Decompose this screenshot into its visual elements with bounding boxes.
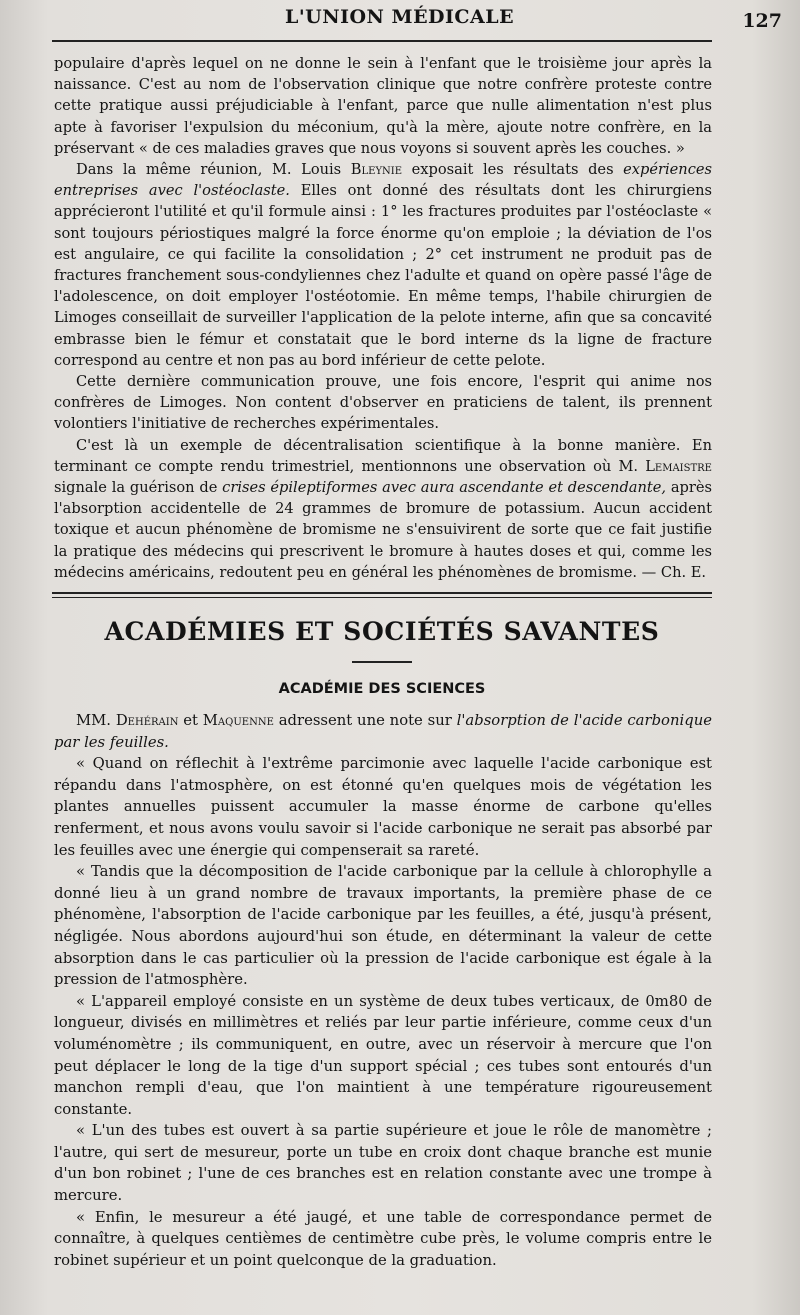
author-name: Bleynie bbox=[350, 161, 403, 179]
header-rule bbox=[52, 40, 712, 42]
subsection-title: ACADÉMIE DES SCIENCES bbox=[278, 681, 486, 697]
journal-title: L'UNION MÉDICALE bbox=[285, 6, 515, 28]
italic-title: crises épileptiformes avec aura ascendante et descendante, bbox=[222, 479, 667, 497]
paragraph: « L'appareil employé consiste en un système de deux tubes verticaux, de 0m80 de longueur, divisés en millimètres et reliés par leur partie inférieure, comme ceux d'un voluménomètre ; ils communiquent, en outre, avec un réservoir à mercure que l'on peut déplacer le long de la tige d'un support spécial ; ces tubes sont entourés d'un manchon rempli d'eau, que l'on maintient à une température rigoureusement constante. bbox=[54, 992, 712, 1118]
title-underline bbox=[352, 661, 412, 663]
paragraph: MM. Dehérain et Maquenne adressent une note sur l'absorption de l'acide carbonique par les feuilles. bbox=[54, 712, 712, 751]
author-name: Lemaistre bbox=[645, 457, 712, 475]
paragraph: Dans la même réunion, M. Louis Bleynie exposait les résultats des expériences entreprises avec l'ostéoclaste. Elles ont donné des résultats dont les chirurgiens apprécieront l'utilité et qu'il formule ainsi : 1° les fractures produites par l'ostéoclaste « sont toujours périostiques malgré la force énorme qu'on emploie ; la déviation de l'os est angulaire, ce qui facilite la consolidation ; 2° cet instrument ne produit pas de fractures franchement sous-condyliennes chez l'adulte et quand on opère passé l'âge de l'adolescence, on doit employer l'ostéotomie. En même temps, l'habile chirurgien de Limoges conseillait de surveiller l'application de la pelote interne, afin que sa concavité embrasse bien le fémur et constatait que le bord interne ds la ligne de fracture correspond au centre et non pas au bord inférieur de cette pelote. bbox=[54, 161, 712, 369]
running-header bbox=[0, 2, 800, 32]
italic-title: l'absorption de l'acide carbonique par les feuilles. bbox=[54, 712, 712, 751]
author-name: Maquenne bbox=[202, 712, 274, 729]
paragraph: C'est là un exemple de décentralisation scientifique à la bonne manière. En terminant ce compte rendu trimestriel, mentionnons une observation où M. Lemaistre signale la guérison de crises épileptiformes avec aura ascendante et descendante, après l'absorption accidentelle de 24 grammes de bromure de potassium. Aucun accident toxique et aucun phénomène de bromisme ne s'ensuivirent de sorte que ce fait justifie la pratique des médecins qui prescrivent le bromure à hautes doses et qui, comme les médecins américains, redoutent peu en général les phénomènes de bromisme. — Ch. E. bbox=[54, 436, 712, 581]
author-name: Dehérain bbox=[115, 712, 179, 729]
section-divider bbox=[52, 592, 712, 598]
paragraph: « Enfin, le mesureur a été jaugé, et une table de correspondance permet de connaître, à quelques centièmes de centimètre cube près, le volume compris entre le robinet supérieur et un point quelconque de la graduation. bbox=[54, 1208, 712, 1269]
paragraph: « Quand on réflechit à l'extrême parcimonie avec laquelle l'acide carbonique est répandu dans l'atmosphère, on est étonné qu'en quelques mois de végétation les plantes annuelles puissent accumuler la masse énorme de carbone qu'elles renferment, et nous avons voulu savoir si l'acide carbonique ne serait pas absorbé par les feuilles avec une énergie qui compenserait sa rareté. bbox=[54, 755, 712, 859]
paragraph: Cette dernière communication prouve, une fois encore, l'esprit qui anime nos confrères de Limoges. Non content d'observer en praticiens de talent, ils prennent volontiers l'initiative de recherches expérimentales. bbox=[54, 373, 712, 433]
section-title: ACADÉMIES ET SOCIÉTÉS SAVANTES bbox=[104, 617, 660, 646]
page-number: 127 bbox=[742, 10, 782, 32]
paragraph: « L'un des tubes est ouvert à sa partie supérieure et joue le rôle de manomètre ; l'autre, qui sert de mesureur, porte un tube en croix dont chaque branche est munie d'un bon robinet ; l'une de ces branches est en relation constante avec une trompe à mercure. bbox=[54, 1122, 712, 1205]
paragraph: « Tandis que la décomposition de l'acide carbonique par la cellule à chlorophylle a donné lieu à un grand nombre de travaux importants, la première phase de ce phénomène, l'absorption de l'acide carbonique par les feuilles, a été, jusqu'à présent, négligée. Nous abordons aujourd'hui son étude, en déterminant la valeur de cette absorption dans le cas particulier où la pression de l'acide carbonique est égale à la pression de l'atmosphère. bbox=[54, 863, 712, 989]
paragraph: populaire d'après lequel on ne donne le sein à l'enfant que le troisième jour après la naissance. C'est au nom de l'observation clinique que notre confrère proteste contre cette pratique aussi préjudiciable à l'enfant, parce que nulle alimentation n'est plus apte à favoriser l'expulsion du méconium, qu'à la mère, ajoute notre confrère, en la préservant « de ces maladies graves que nous voyons si souvent après les couches. » bbox=[54, 55, 712, 157]
report-continuation bbox=[54, 53, 712, 583]
academy-report bbox=[54, 710, 712, 1271]
italic-title: expériences entreprises avec l'ostéoclaste. bbox=[54, 161, 712, 200]
